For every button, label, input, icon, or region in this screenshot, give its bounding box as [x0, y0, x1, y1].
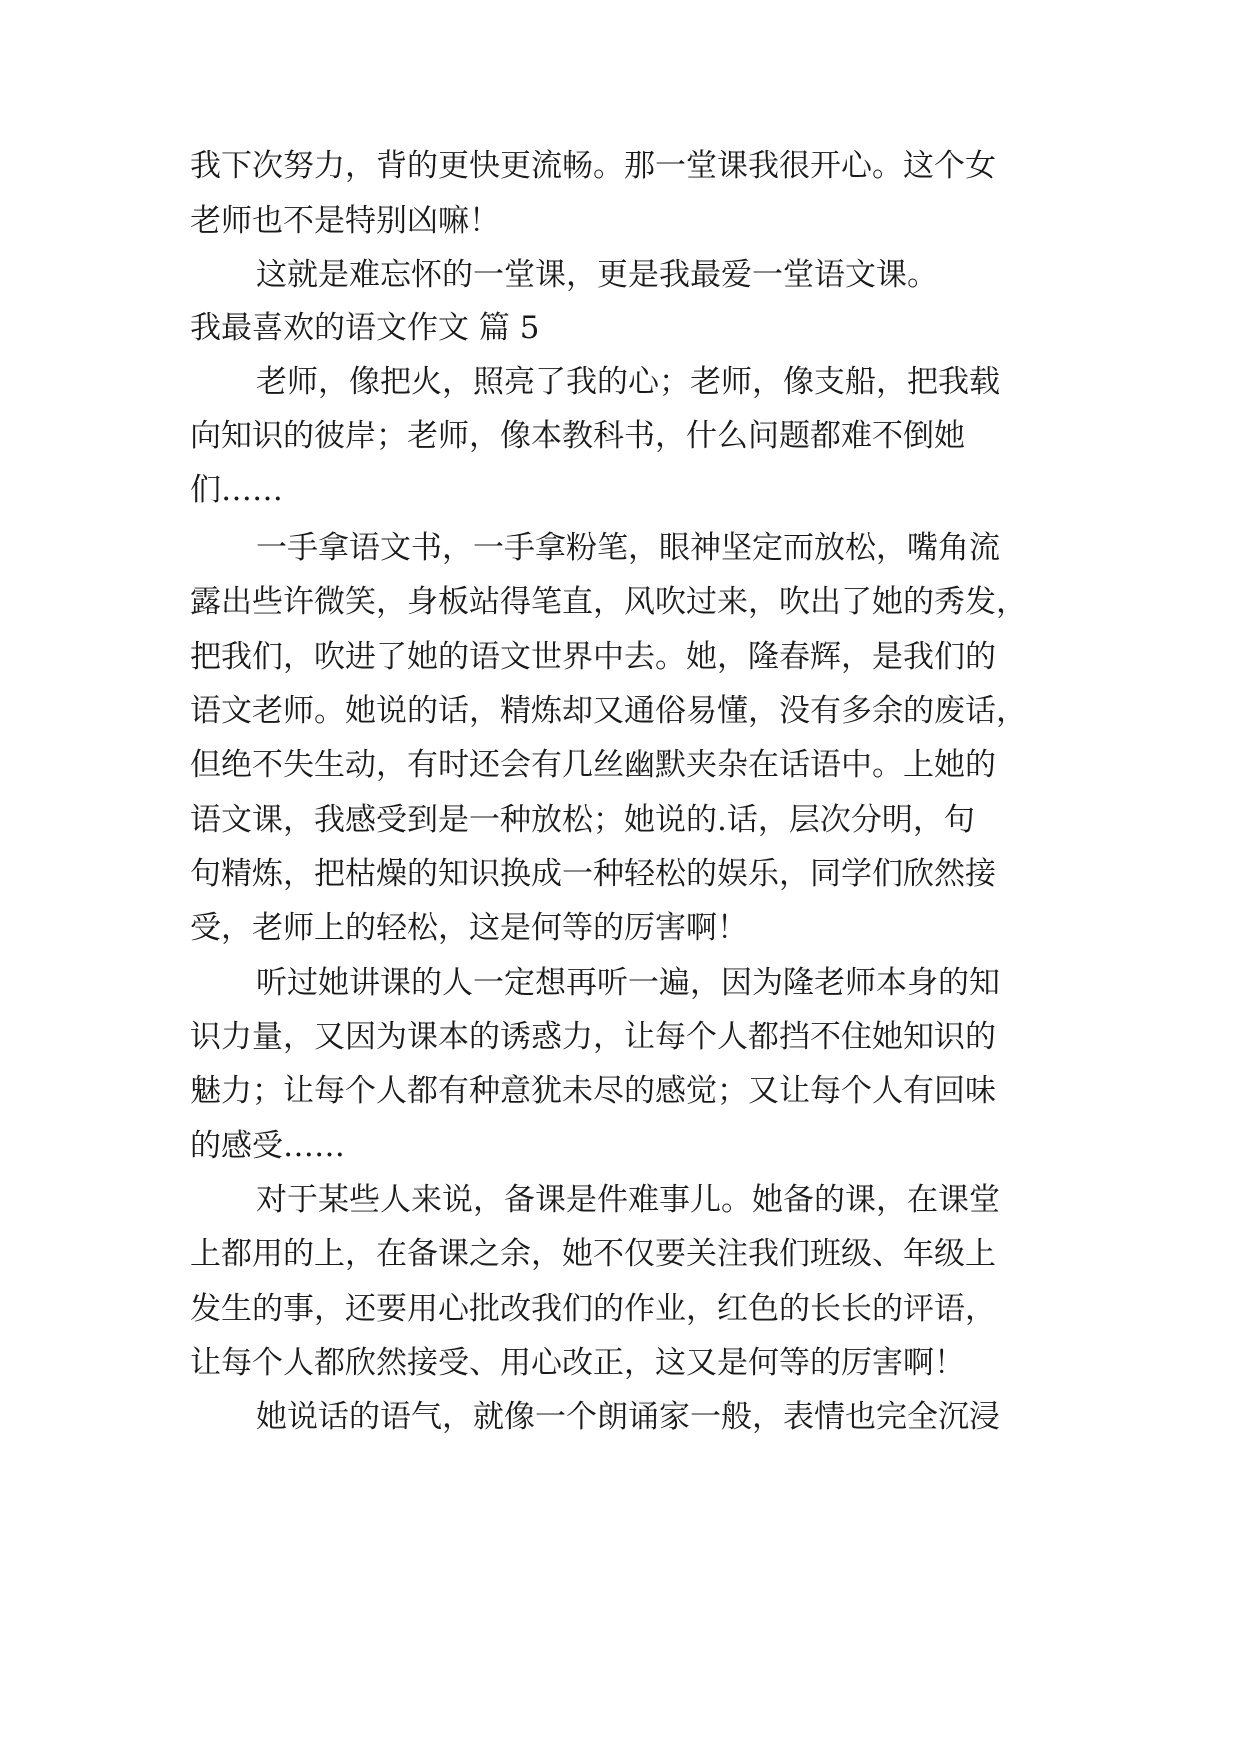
- text-line: 发生的事，还要用心批改我们的作业，红色的长长的评语，: [190, 1291, 996, 1327]
- text-line: 魅力；让每个人都有种意犹未尽的感觉；又让每个人有回味: [190, 1073, 996, 1109]
- text-line: 句精炼，把枯燥的知识换成一种轻松的娱乐，同学们欣然接: [190, 856, 996, 892]
- text-line: 的感受……: [190, 1128, 345, 1164]
- text-line: 语文老师。她说的话，精炼却又通俗易懂，没有多余的废话，: [190, 693, 1027, 729]
- text-line: 老师，像把火，照亮了我的心；老师，像支船，把我载: [256, 364, 1000, 400]
- section-heading: 我最喜欢的语文作文 篇 5: [190, 310, 540, 346]
- text-line: 把我们，吹进了她的语文世界中去。她，隆春辉，是我们的: [190, 639, 996, 675]
- text-line: 一手拿语文书，一手拿粉笔，眼神坚定而放松，嘴角流: [256, 530, 1000, 566]
- text-line: 向知识的彼岸；老师，像本教科书，什么问题都难不倒她: [190, 418, 965, 454]
- text-line: 们……: [190, 472, 283, 508]
- text-line: 语文课，我感受到是一种放松；她说的.话，层次分明，句: [190, 802, 975, 838]
- text-line: 上都用的上，在备课之余，她不仅要关注我们班级、年级上: [190, 1236, 996, 1272]
- text-line: 但绝不失生动，有时还会有几丝幽默夹杂在话语中。上她的: [190, 747, 996, 783]
- text-line: 露出些许微笑，身板站得笔直，风吹过来，吹出了她的秀发，: [190, 584, 1027, 620]
- text-line: 让每个人都欣然接受、用心改正，这又是何等的厉害啊！: [190, 1345, 965, 1381]
- text-line: 我下次努力，背的更快更流畅。那一堂课我很开心。这个女: [190, 148, 996, 184]
- text-line: 受，老师上的轻松，这是何等的厉害啊！: [190, 910, 748, 946]
- text-line: 对于某些人来说，备课是件难事儿。她备的课，在课堂: [256, 1182, 1000, 1218]
- text-line: 听过她讲课的人一定想再听一遍，因为隆老师本身的知: [256, 965, 1000, 1001]
- text-line: 这就是难忘怀的一堂课，更是我最爱一堂语文课。: [256, 257, 938, 293]
- text-line: 老师也不是特别凶嘛！: [190, 203, 500, 239]
- text-line: 她说话的语气，就像一个朗诵家一般，表情也完全沉浸: [256, 1399, 1000, 1435]
- text-line: 识力量，又因为课本的诱惑力，让每个人都挡不住她知识的: [190, 1019, 996, 1055]
